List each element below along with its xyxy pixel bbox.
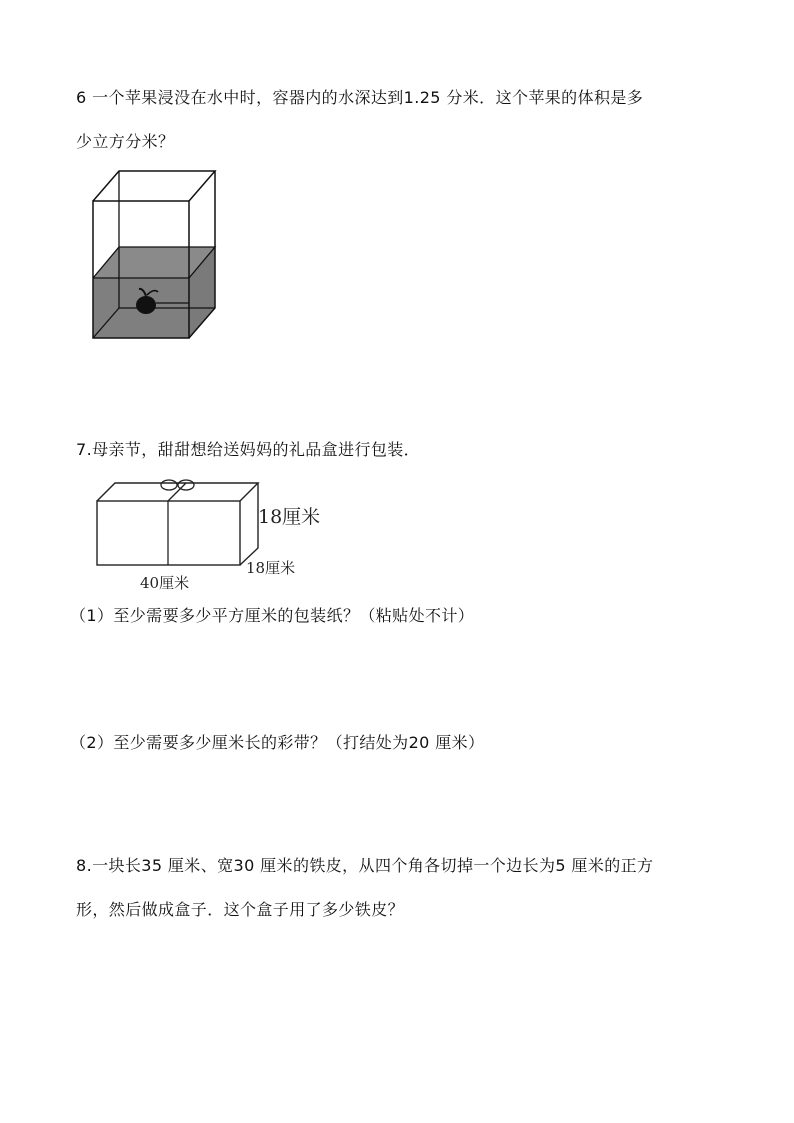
q8-line-2: 形，然后做成盒子．这个盒子用了多少铁皮？ (76, 900, 405, 919)
gift-box-figure (92, 478, 337, 596)
bow-icon (161, 480, 194, 490)
q7-sub1: （1）至少需要多少平方厘米的包装纸？（粘贴处不计） (70, 606, 475, 625)
q8-line-1: 8.一块长35 厘米、宽30 厘米的铁皮，从四个角各切掉一个边长为5 厘米的正方 (76, 856, 654, 875)
q7-title: 7.母亲节，甜甜想给送妈妈的礼品盒进行包装． (76, 440, 421, 459)
container-figure (88, 168, 218, 340)
depth-label: 18厘米 (246, 559, 296, 577)
length-label: 40厘米 (140, 574, 190, 592)
q7-sub2: （2）至少需要多少厘米长的彩带？（打结处为20 厘米） (70, 733, 485, 752)
q6-line-1: 6 一个苹果浸没在水中时，容器内的水深达到1.25 分米．这个苹果的体积是多 (76, 88, 644, 107)
height-label: 18厘米 (258, 506, 321, 528)
q6-line-2: 少立方分米？ (76, 132, 175, 151)
